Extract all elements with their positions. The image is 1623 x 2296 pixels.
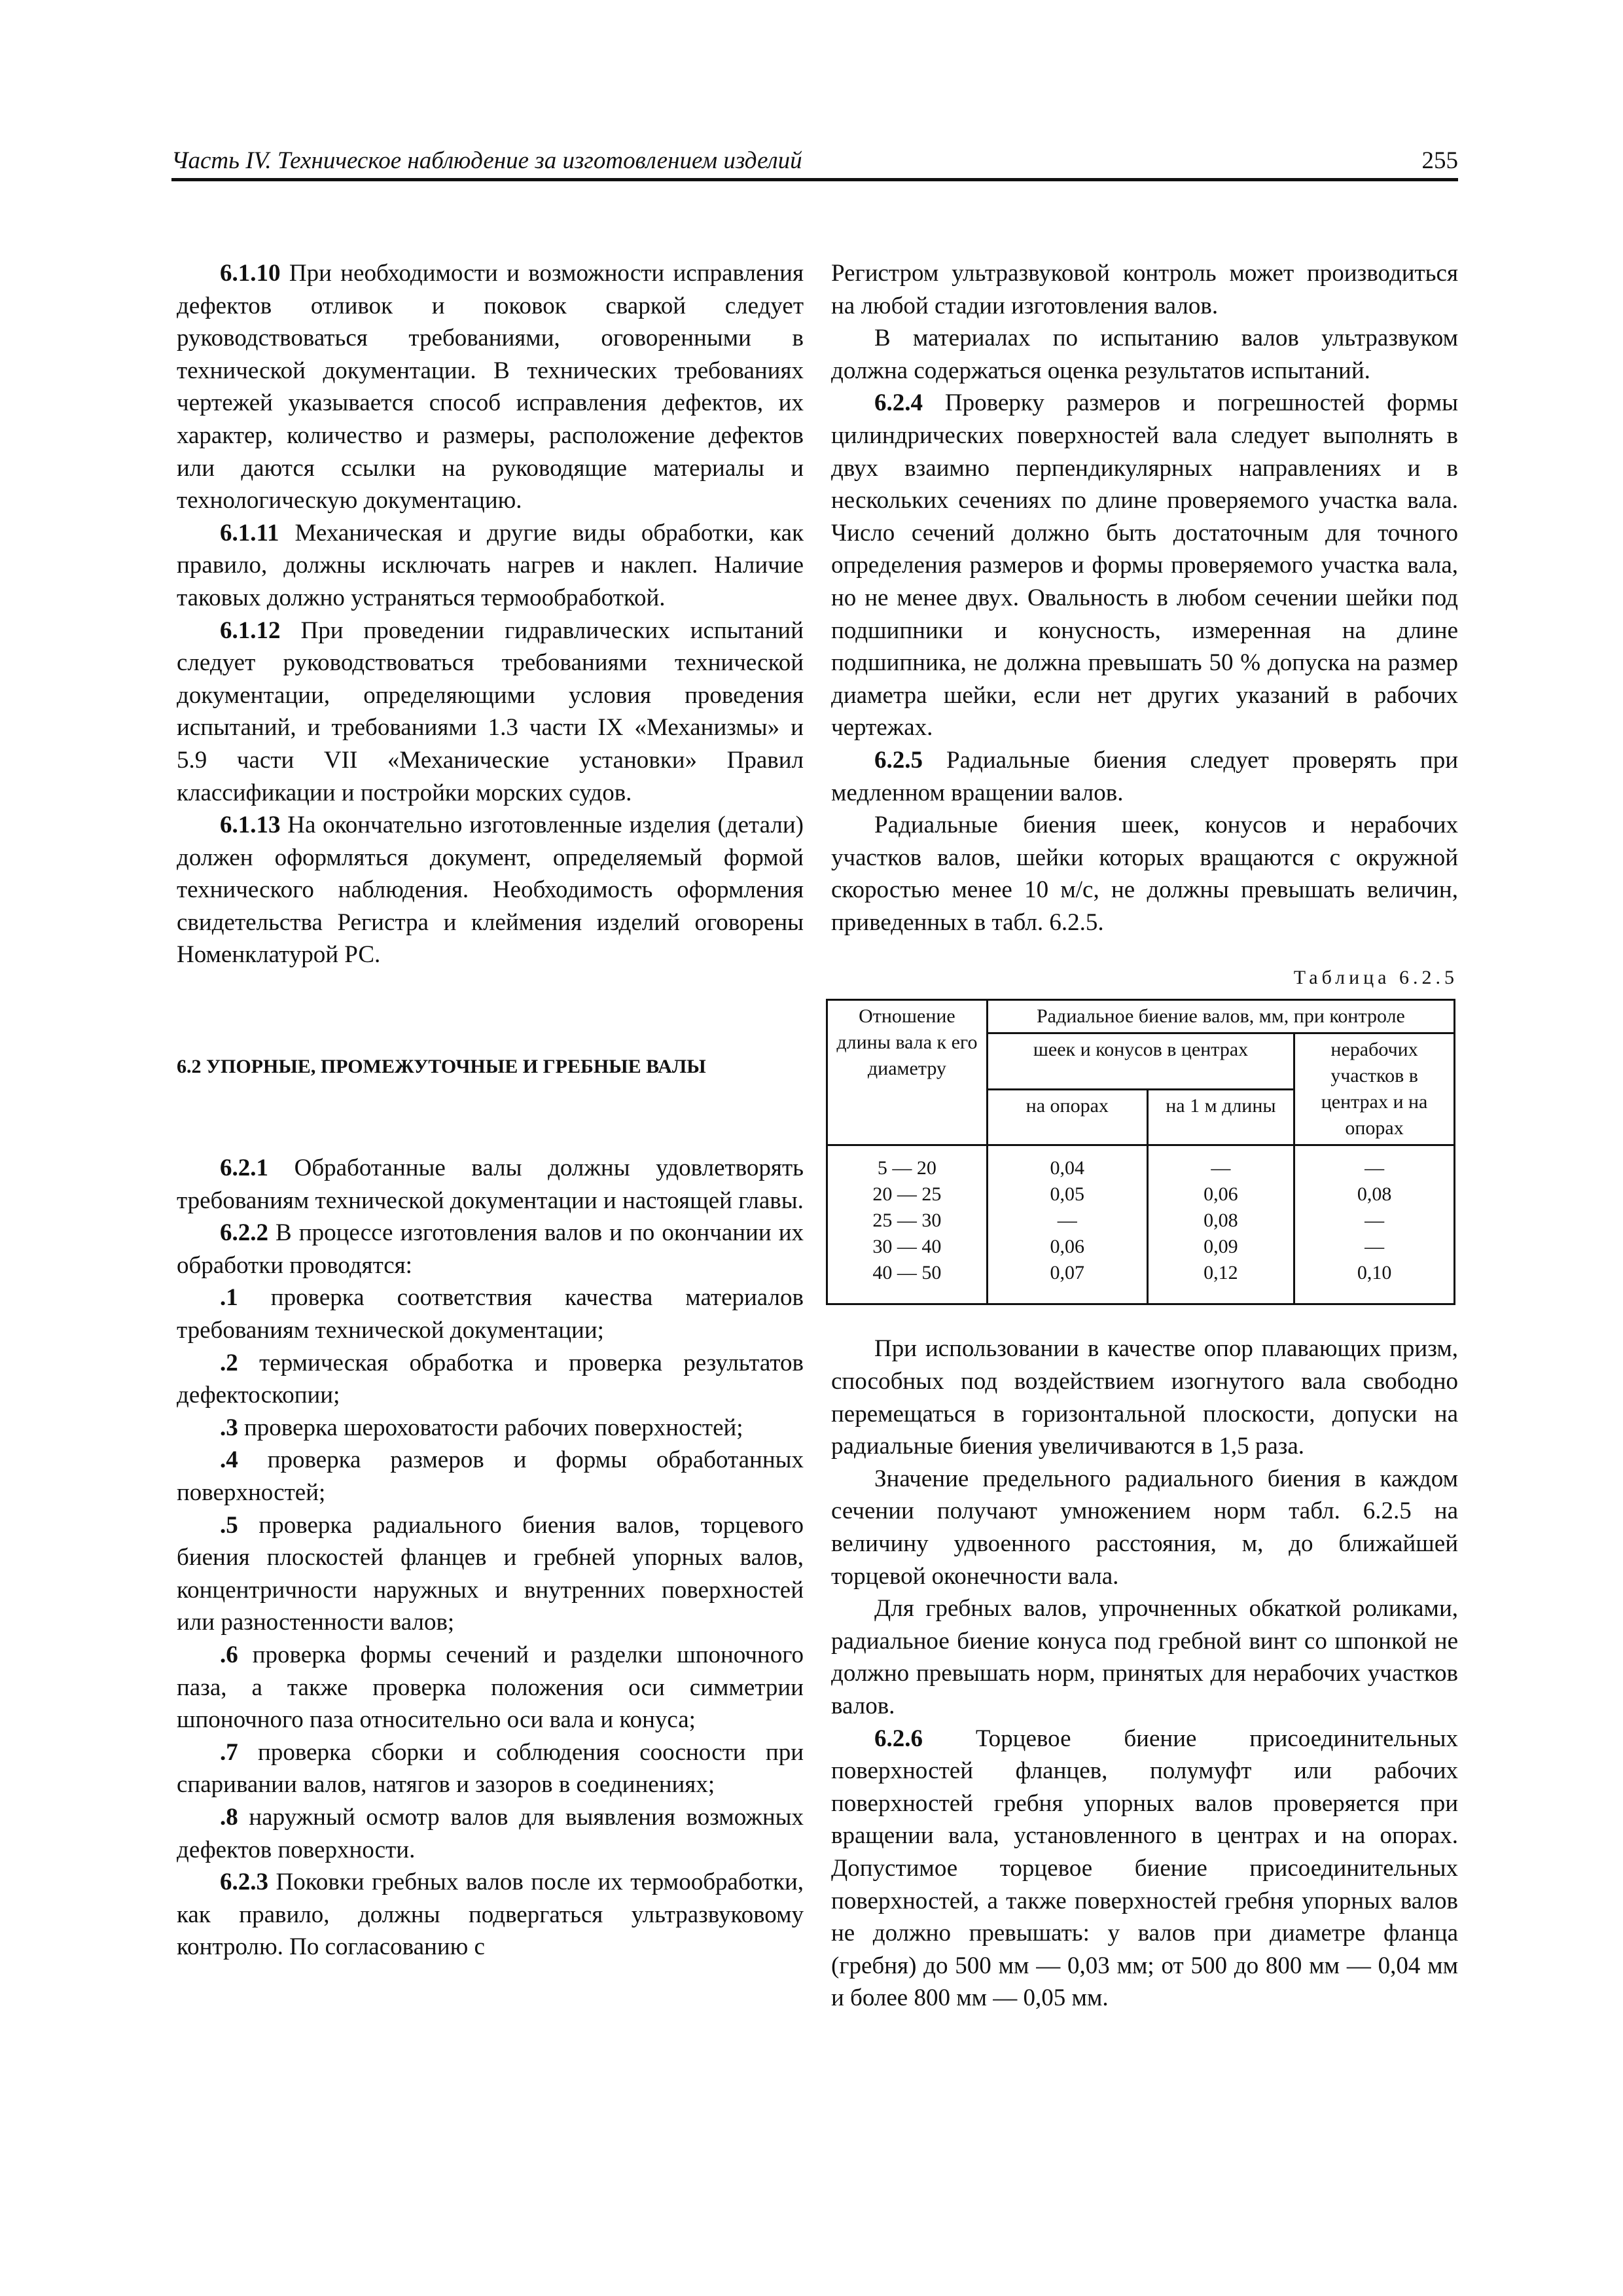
- item-number: .6: [220, 1641, 238, 1668]
- table-cell: 20 — 25: [872, 1183, 942, 1206]
- per-meter-column: [1147, 1145, 1294, 1304]
- table-caption: Таблица 6.2.5: [1293, 967, 1458, 989]
- clause-number: 6.1.11: [220, 519, 279, 547]
- item-number: .7: [220, 1738, 238, 1766]
- clause-number: 6.2.6: [874, 1725, 923, 1752]
- item-text: проверка шероховатости рабочих поверхностей;: [238, 1414, 743, 1441]
- clause-number: 6.2.3: [220, 1869, 268, 1896]
- paragraph-text: Обработанные валы должны удовлетворять требованиям технической документации и настоящей главы.: [177, 1155, 804, 1214]
- paragraph-text: На окончательно изготовленные изделия (детали) должен оформляться документ, определяемый формой технического наблюдения. Необходимость оформления свидетельства Регистра и клеймения изделий оговорены Номенклатурой РС.: [177, 812, 804, 969]
- list-item-5: [177, 1509, 804, 1639]
- table-cell: —: [1057, 1210, 1077, 1232]
- table-cell: 25 — 30: [872, 1210, 942, 1232]
- item-text: проверка радиального биения валов, торцевого биения плоскостей фланцев и гребней упорных валов, концентричности наружных и внутренних поверхностей или разностенности валов;: [177, 1511, 804, 1636]
- header-rule: [171, 178, 1458, 181]
- paragraph-text: Механическая и другие виды обработки, как правило, должны исключать нагрев и наклеп. Наличие таковых должно устраняться термообработкой.: [177, 519, 804, 611]
- paragraph-text: При необходимости и возможности исправления дефектов отливок и поковок сваркой следует руководствоваться требованиями, оговоренными в технической документации. В технических требованиях чертежей указывается способ исправления дефектов, их характер, количество и размеры, расположение дефектов или даются ссылки на руководящие материалы и технологическую документацию.: [177, 260, 804, 514]
- table-cell: 0,06: [1050, 1236, 1085, 1258]
- item-text: наружный осмотр валов для выявления возможных дефектов поверхности.: [177, 1803, 804, 1863]
- table-cell: 40 — 50: [872, 1262, 942, 1284]
- running-header-title: Часть IV. Техническое наблюдение за изготовлением изделий: [171, 147, 802, 174]
- clause-number: 6.2.5: [874, 746, 923, 774]
- runout-table: [826, 999, 1455, 1305]
- item-number: .4: [220, 1446, 238, 1474]
- table-cell: 0,07: [1050, 1262, 1085, 1284]
- item-number: .3: [220, 1414, 238, 1441]
- item-number: .8: [220, 1803, 238, 1831]
- paragraph-limit-runout: Значение предельного радиального биения в каждом сечении получают умножением норм табл. 6.2.5 на величину удвоенного расстояния, м, до ближайшей торцевой оконечности вала.: [831, 1465, 1458, 1590]
- paragraph-radial-runout: Радиальные биения шеек, конусов и нерабочих участков валов, шейки которых вращаются с окружной скоростью менее 10 м/с, не должны превышать величин, приведенных в табл. 6.2.5.: [831, 812, 1458, 936]
- table-cell: 0,08: [1204, 1210, 1238, 1232]
- item-number: .1: [220, 1284, 238, 1312]
- clause-number: 6.2.4: [874, 389, 923, 417]
- paragraph-text: Проверку размеров и погрешностей формы цилиндрических поверхностей вала следует выполнять в двух взаимно перпендикулярных направлениях и в нескольких сечениях по длине проверяемого участка вала. Число сечений должно быть достаточным для точного определения размеров и формы проверяемого участка вала, но не менее двух. Овальность в любом сечении шейки под подшипники и конусность, измеренная на длине подшипника, не должна превышать 50 % допуска на размер диаметра шейки, если нет других указаний в рабочих чертежах.: [831, 389, 1458, 742]
- ratio-column: [827, 1145, 988, 1304]
- paragraph-6-2-1: [177, 1152, 804, 1217]
- paragraph-6-2-5: [831, 744, 1458, 809]
- list-item-4: [177, 1444, 804, 1509]
- list-item-7: [177, 1736, 804, 1801]
- item-text: проверка формы сечений и разделки шпоночного паза, а также проверка положения оси симметрии шпоночного паза относительно оси вала и конуса;: [177, 1641, 804, 1734]
- paragraph-6-2-3: [177, 1866, 804, 1964]
- item-text: термическая обработка и проверка результатов дефектоскопии;: [177, 1349, 804, 1409]
- clause-number: 6.1.12: [220, 617, 281, 644]
- list-item-3: [177, 1412, 804, 1444]
- list-item-6: [177, 1639, 804, 1736]
- paragraph-rolled-shafts: Для гребных валов, упрочненных обкаткой роликами, радиальное биение конуса под гребной винт со шпонкой не должно превышать норм, принятых для нерабочих участков валов.: [831, 1595, 1458, 1719]
- header-radial-runout: Радиальное биение валов, мм, при контроле: [987, 1000, 1454, 1033]
- on-supports-column: [987, 1145, 1147, 1304]
- item-text: проверка размеров и формы обработанных поверхностей;: [177, 1446, 804, 1506]
- paragraph-continued: Регистром ультразвуковой контроль может производиться на любой стадии изготовления валов.: [831, 260, 1458, 319]
- paragraph-6-2-4: [831, 387, 1458, 744]
- running-header: [171, 144, 1458, 178]
- paragraph-6-1-12: [177, 615, 804, 810]
- table-cell: —: [1364, 1210, 1385, 1232]
- paragraph-text: Торцевое биение присоединительных поверхностей фланцев, полумуфт или рабочих поверхностей гребня упорных валов проверяется при вращении вала, установленного в центрах и на опорах. Допустимое торцевое биение присоединительных поверхностей, а также поверхностей гребня упорных валов не должно превышать: у валов при диаметре фланца (гребня) до 500 мм — 0,03 мм; от 500 до 800 мм — 0,04 мм и более 800 мм — 0,05 мм.: [831, 1725, 1458, 2012]
- clause-number: 6.2.2: [220, 1219, 268, 1247]
- item-number: .2: [220, 1349, 238, 1376]
- table-cell: 0,09: [1204, 1236, 1238, 1258]
- list-item-1: [177, 1282, 804, 1346]
- list-item-8: [177, 1801, 804, 1866]
- header-nonworking: нерабочих участков в центрах и на опорах: [1294, 1033, 1455, 1145]
- paragraph-text: Радиальные биения следует проверять при медленном вращении валов.: [831, 746, 1458, 806]
- header-on-supports: на опорах: [987, 1089, 1147, 1145]
- paragraph-text: В процессе изготовления валов и по окончании их обработки проводятся:: [177, 1219, 804, 1279]
- item-number: .5: [220, 1511, 238, 1539]
- table-cell: 0,08: [1357, 1183, 1392, 1206]
- paragraph-6-1-10: [177, 257, 804, 517]
- section-heading: 6.2 УПОРНЫЕ, ПРОМЕЖУТОЧНЫЕ И ГРЕБНЫЕ ВАЛЫ: [177, 1056, 706, 1078]
- table-cell: 0,04: [1050, 1157, 1085, 1179]
- clause-number: 6.2.1: [220, 1155, 268, 1182]
- table-cell: —: [1364, 1157, 1385, 1179]
- table-cell: 0,10: [1357, 1262, 1392, 1284]
- header-ratio: Отношение длины вала к его диаметру: [827, 1000, 988, 1145]
- paragraph-ultrasound-results: В материалах по испытанию валов ультразвуком должна содержаться оценка результатов испытаний.: [831, 325, 1458, 384]
- header-per-meter: на 1 м длины: [1147, 1089, 1294, 1145]
- list-item-2: [177, 1347, 804, 1412]
- paragraph-6-1-13: [177, 809, 804, 971]
- right-column: [831, 257, 1458, 2015]
- clause-number: 6.1.13: [220, 812, 281, 839]
- table-cell: 30 — 40: [872, 1236, 942, 1258]
- item-text: проверка сборки и соблюдения соосности при спаривании валов, натягов и зазоров в соединениях;: [177, 1738, 804, 1799]
- left-column: [177, 257, 804, 1964]
- table-cell: —: [1364, 1236, 1385, 1258]
- header-necks-cones: шеек и конусов в центрах: [987, 1033, 1294, 1090]
- item-text: проверка соответствия качества материалов требованиям технической документации;: [177, 1284, 804, 1344]
- table-cell: 0,12: [1204, 1262, 1238, 1284]
- paragraph-6-2-6: [831, 1723, 1458, 2015]
- nonworking-column: [1294, 1145, 1455, 1304]
- table-cell: 0,06: [1204, 1183, 1238, 1206]
- table-cell: —: [1211, 1157, 1231, 1179]
- page-number: 255: [1421, 147, 1458, 174]
- clause-number: 6.1.10: [220, 260, 281, 287]
- table-cell: 0,05: [1050, 1183, 1085, 1206]
- paragraph-6-2-2: [177, 1217, 804, 1282]
- table-cell: 5 — 20: [877, 1157, 936, 1179]
- paragraph-6-1-11: [177, 517, 804, 615]
- paragraph-text: Поковки гребных валов после их термообработки, как правило, должны подвергаться ультразвуковому контролю. По согласованию с: [177, 1869, 804, 1961]
- paragraph-text: При проведении гидравлических испытаний следует руководствоваться требованиями технической документации, определяющими условия проведения испытаний, и требованиями 1.3 части IX «Механизмы» и 5.9 части VII «Механические установки» Правил классификации и постройки морских судов.: [177, 617, 804, 806]
- paragraph-floating-prisms: При использовании в качестве опор плавающих призм, способных под воздействием изогнутого вала свободно перемещаться в горизонтальной плоскости, допуски на радиальные биения увеличиваются в 1,5 раза.: [831, 1335, 1458, 1460]
